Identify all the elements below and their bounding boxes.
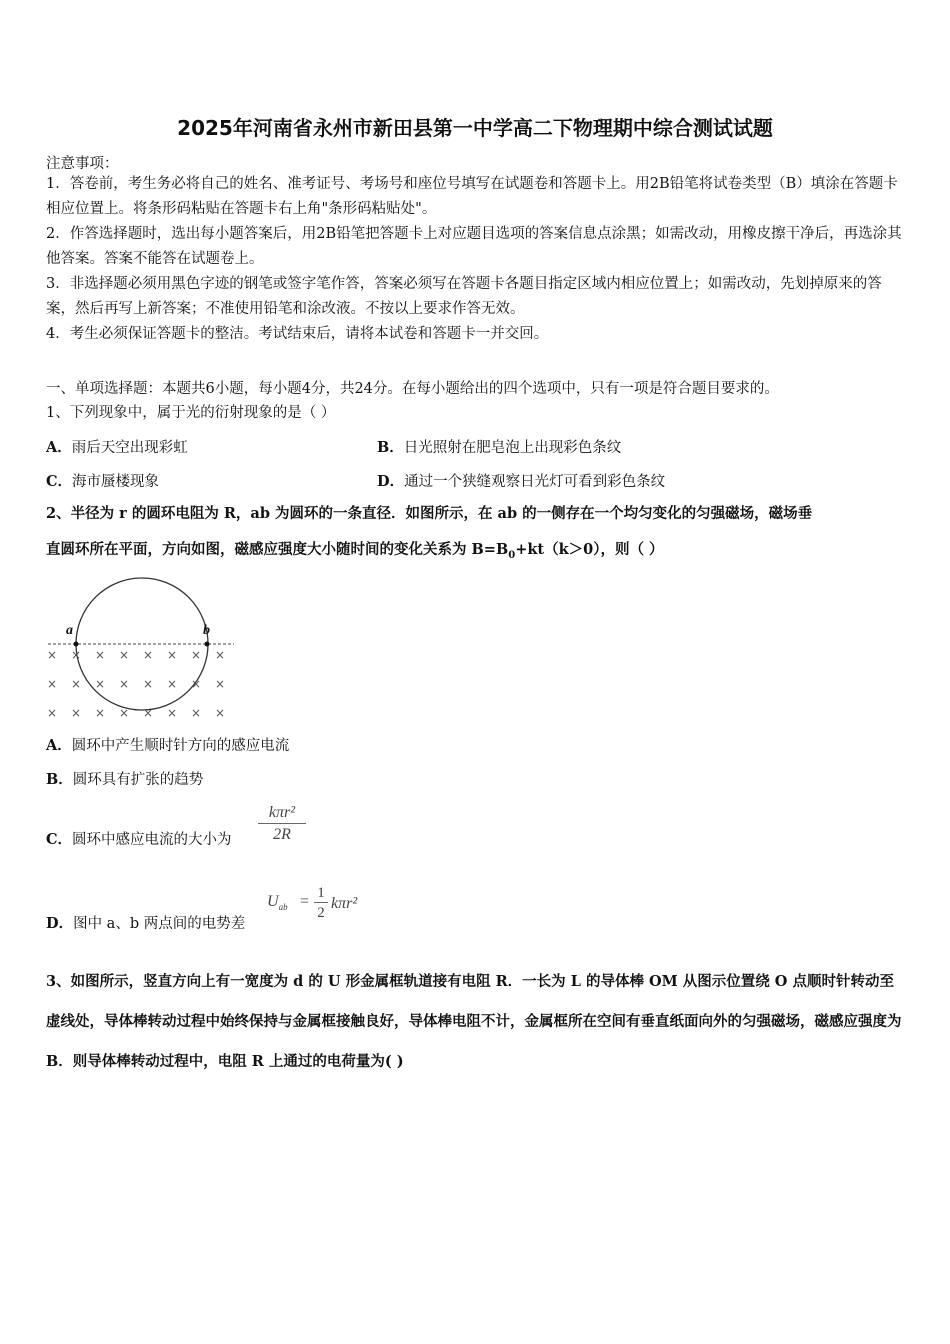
q1-option-c	[46, 470, 159, 491]
q1-option-c-text: 海市蜃楼现象	[72, 474, 160, 490]
point-b	[205, 642, 210, 647]
field-cross: ×	[142, 648, 154, 662]
q2-stem-line2-pre: 直圆环所在平面，方向如图，磁感应强度大小随时间的变化关系为 B=B	[46, 541, 509, 558]
field-cross: ×	[46, 706, 58, 720]
field-cross: ×	[166, 677, 178, 691]
q2-option-c	[46, 828, 232, 849]
q1-option-a-text: 雨后天空出现彩虹	[71, 440, 188, 456]
field-cross: ×	[94, 677, 106, 691]
field-cross: ×	[70, 648, 82, 662]
notice-item-4: 4．考生必须保证答题卡的整洁。考试结束后，请将本试卷和答题卡一并交回。	[46, 326, 549, 342]
q1-option-d	[377, 470, 665, 491]
q2-option-c-label: C．	[46, 831, 73, 848]
q1-option-c-label: C．	[46, 473, 73, 490]
q1-option-b	[377, 436, 621, 457]
field-cross: ×	[214, 648, 226, 662]
q2-option-c-text: 圆环中感应电流的大小为	[72, 832, 232, 848]
notice-item-3: 3．非选择题必须用黑色字迹的钢笔或签字笔作答，答案必须写在答题卡各题目指定区域内相应位置上；如需改动，先划掉原来的答案，然后再写上新答案；不准使用铅笔和涂改液。不按以上要求作答无效。	[46, 276, 882, 317]
fraction-denominator: 2R	[273, 826, 291, 843]
q1-option-a	[46, 436, 188, 457]
q1-option-b-text: 日光照射在肥皂泡上出现彩色条纹	[403, 440, 622, 456]
q3-stem: 3、如图所示，竖直方向上有一宽度为 d 的 U 形金属框轨道接有电阻 R．一长为 L 的导体棒 OM 从图示位置绕 O 点顺时针转动至虚线处，导体棒转动过程中始终保持与金属框接触良好，导体棒电阻不计，金属框所在空间有垂直纸面向外的匀强磁场，磁感应强度为 B．则导体棒转动过程中，电阻 R 上通过的电荷量为( )	[46, 973, 902, 1070]
field-cross: ×	[190, 706, 202, 720]
notice-item-2: 2．作答选择题时，选出每小题答案后，用2B铅笔把答题卡上对应题目选项的答案信息点涂黑；如需改动，用橡皮擦干净后，再选涂其他答案。答案不能答在试题卷上。	[46, 226, 902, 267]
q1-stem: 1、下列现象中，属于光的衍射现象的是（ ）	[46, 405, 336, 421]
q2-option-d	[46, 912, 245, 933]
formula-u: U	[267, 893, 279, 910]
q2-option-b-label: B．	[46, 771, 73, 788]
field-cross: ×	[214, 677, 226, 691]
q2-option-d-fraction	[314, 884, 328, 923]
field-cross: ×	[94, 648, 106, 662]
notice-item-1: 1．答卷前，考生务必将自己的姓名、准考证号、考场号和座位号填写在试题卷和答题卡上。用2B铅笔将试卷类型（B）填涂在答题卡相应位置上。将条形码粘贴在答题卡右上角"条形码粘贴处"。	[46, 176, 898, 217]
fraction-numerator: kπr²	[258, 803, 306, 824]
field-cross: ×	[118, 648, 130, 662]
field-cross: ×	[46, 677, 58, 691]
formula-equals: =	[300, 893, 310, 910]
q1-option-b-label: B．	[377, 439, 404, 456]
point-a	[74, 642, 79, 647]
field-cross: ×	[166, 706, 178, 720]
q2-stem-line2-post: +kt（k＞0），则（ ）	[515, 541, 664, 558]
field-cross: ×	[190, 648, 202, 662]
q2-stem-line1: 2、半径为 r 的圆环电阻为 R，ab 为圆环的一条直径．如图所示，在 ab 的一侧存在一个均匀变化的匀强磁场，磁场垂	[46, 505, 813, 522]
label-b: b	[203, 623, 210, 638]
field-cross: ×	[70, 706, 82, 720]
label-a: a	[66, 623, 73, 638]
q2-option-a-text: 圆环中产生顺时针方向的感应电流	[71, 738, 290, 754]
q2-stem-subscript: 0	[508, 549, 516, 561]
formula-tail: kπr²	[331, 895, 358, 912]
field-cross: ×	[214, 706, 226, 720]
formula-sub: ab	[278, 902, 288, 913]
fraction-denominator: 2	[317, 905, 325, 921]
q2-stem-line2	[46, 532, 904, 574]
field-cross: ×	[142, 706, 154, 720]
q2-option-d-formula	[267, 893, 288, 912]
q2-option-b	[46, 768, 203, 789]
page-title: 2025年河南省永州市新田县第一中学高二下物理期中综合测试试题	[177, 116, 773, 140]
q1-option-a-label: A．	[46, 439, 72, 456]
field-cross: ×	[94, 706, 106, 720]
notice-heading: 注意事项：	[46, 156, 119, 172]
q2-figure	[44, 570, 244, 725]
q2-option-a	[46, 734, 289, 755]
field-cross: ×	[118, 677, 130, 691]
field-cross: ×	[142, 677, 154, 691]
field-cross: ×	[166, 648, 178, 662]
q2-option-c-fraction	[258, 803, 306, 846]
q2-option-d-label: D．	[46, 915, 74, 932]
q1-option-d-text: 通过一个狭缝观察日光灯可看到彩色条纹	[404, 474, 666, 490]
q2-option-d-text: 图中 a、b 两点间的电势差	[73, 916, 246, 932]
section-heading: 一、单项选择题：本题共6小题，每小题4分，共24分。在每小题给出的四个选项中，只有一项是符合题目要求的。	[46, 381, 779, 397]
field-cross: ×	[46, 648, 58, 662]
q2-option-b-text: 圆环具有扩张的趋势	[72, 772, 204, 788]
q1-option-d-label: D．	[377, 473, 405, 490]
field-cross: ×	[118, 706, 130, 720]
q2-option-a-label: A．	[46, 737, 72, 754]
field-cross: ×	[190, 677, 202, 691]
field-cross: ×	[70, 677, 82, 691]
fraction-numerator: 1	[314, 884, 328, 903]
